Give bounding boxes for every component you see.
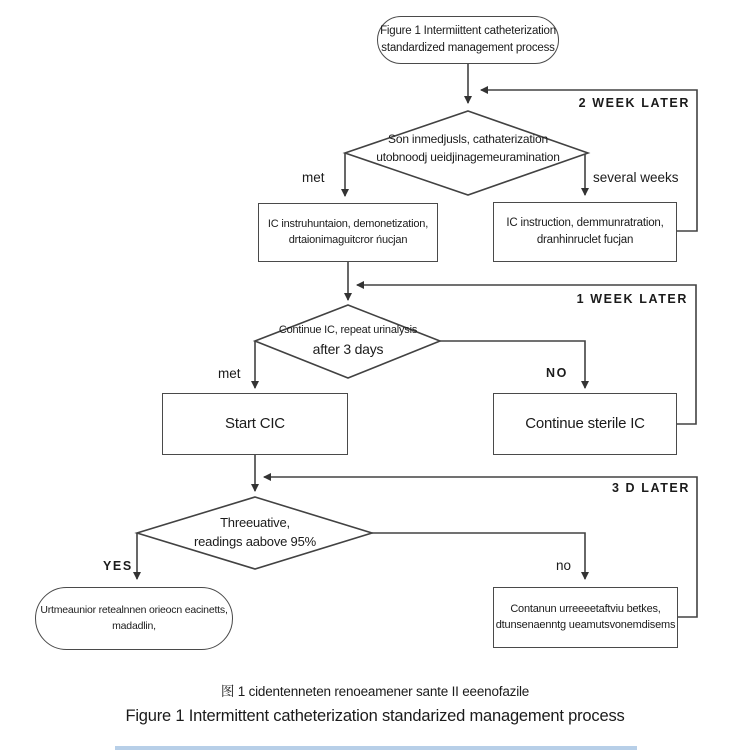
process-start-cic: [162, 393, 348, 455]
branch-label-yes: YES: [103, 559, 133, 573]
terminal-left-line1: Urtmeaunior retealnnen orieocn eacinetts,: [40, 604, 228, 617]
start-terminal-line2: standardized management process: [381, 42, 555, 54]
process-bottom-right: [493, 587, 678, 648]
decision3-line1: Threeuative,: [220, 514, 290, 530]
process-bottom-right-line2: dtunsenaenntg ueamutsvonemdisems: [495, 618, 676, 631]
sterile-ic-text: Continue sterile IC: [525, 415, 645, 433]
process-left: [258, 203, 438, 262]
decision1-line1: Son inmedjusls, cathaterization: [388, 132, 548, 146]
process-left-line2: drtaionimaguitcror ńucjan: [288, 233, 408, 246]
decision1-label: [358, 126, 578, 170]
branch-label-no-lower: no: [556, 558, 572, 573]
bottom-blue-bar: [115, 746, 637, 750]
process-right-line2: dranhinruclet fucjan: [536, 234, 634, 246]
decision2-label: [258, 317, 438, 365]
loop-label-2week: 2 WEEK LATER: [578, 96, 690, 110]
decision2-line2: after 3 days: [312, 340, 384, 357]
terminal-left-line2: madadlin,: [112, 619, 156, 632]
caption-english: Figure 1 Intermittent catheterization standarized management process: [125, 707, 625, 725]
process-left-line1: IC instruhuntaion, demonetization,: [267, 217, 429, 230]
process-right: [493, 202, 677, 262]
terminal-left: [35, 587, 233, 650]
branch-label-met1: met: [302, 170, 325, 185]
loop-label-3d: 3 D LATER: [611, 481, 690, 495]
connector-no-lower: [372, 533, 585, 579]
start-terminal: [377, 16, 559, 64]
decision3-line2: readings aabove 95%: [194, 534, 316, 549]
branch-label-met2: met: [218, 366, 241, 381]
decision1-line2: utobnoodj ueidjinagemeuramination: [376, 150, 560, 164]
decision3-label: [155, 509, 355, 555]
decision2-line1: Continue IC, repeat urinalysis: [278, 324, 418, 337]
caption-chinese: 图 1 cidentenneten renoeamener sante II eeenofazile: [220, 684, 530, 699]
branch-label-no-caps: NO: [546, 366, 568, 380]
start-cic-text: Start CIC: [225, 415, 285, 433]
process-bottom-right-line1: Contanun urreeeetaftviu betkes,: [510, 602, 661, 615]
branch-label-several-weeks: several weeks: [593, 170, 679, 185]
loop-label-1week: 1 WEEK LATER: [576, 292, 688, 306]
connector-no-caps: [440, 341, 585, 388]
process-sterile-ic: [493, 393, 677, 455]
process-right-line1: IC instruction, demmunratration,: [506, 217, 664, 230]
start-terminal-line1: Figure 1 Intermiittent catheterization: [380, 25, 556, 38]
